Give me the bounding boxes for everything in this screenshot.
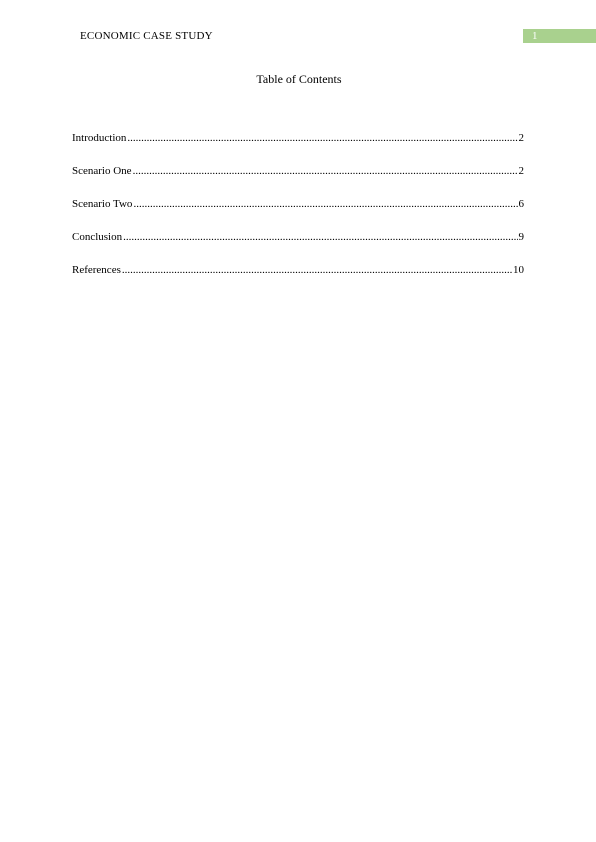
toc-dot-leader [127,131,517,146]
toc-dot-leader [122,263,512,278]
page-number: 1 [532,30,538,42]
toc-entry-page: 2 [518,165,524,177]
toc-entry-page: 2 [518,132,524,144]
toc-entry-page: 6 [518,198,524,210]
toc-heading-text: Table of Contents [256,72,342,86]
toc-entry-page: 10 [513,264,524,276]
toc-entry-label: Scenario Two [72,198,133,210]
toc-entry-conclusion[interactable] [72,230,524,245]
toc-entry-label: Conclusion [72,231,123,243]
toc-dot-leader [133,197,517,212]
toc-entry-label: Introduction [72,132,127,144]
toc-entry-introduction[interactable] [72,131,524,146]
toc-entry-references[interactable] [72,263,524,278]
toc-heading [0,72,596,87]
page-number-badge [523,29,596,43]
toc-entry-scenario-one[interactable] [72,164,524,179]
toc-entry-scenario-two[interactable] [72,197,524,212]
toc-entry-label: Scenario One [72,165,132,177]
running-header-title: ECONOMIC CASE STUDY [80,30,213,42]
toc-dot-leader [123,230,517,245]
toc-entry-page: 9 [518,231,524,243]
toc-dot-leader [133,164,518,179]
toc-entry-label: References [72,264,121,276]
toc-list [72,131,524,296]
